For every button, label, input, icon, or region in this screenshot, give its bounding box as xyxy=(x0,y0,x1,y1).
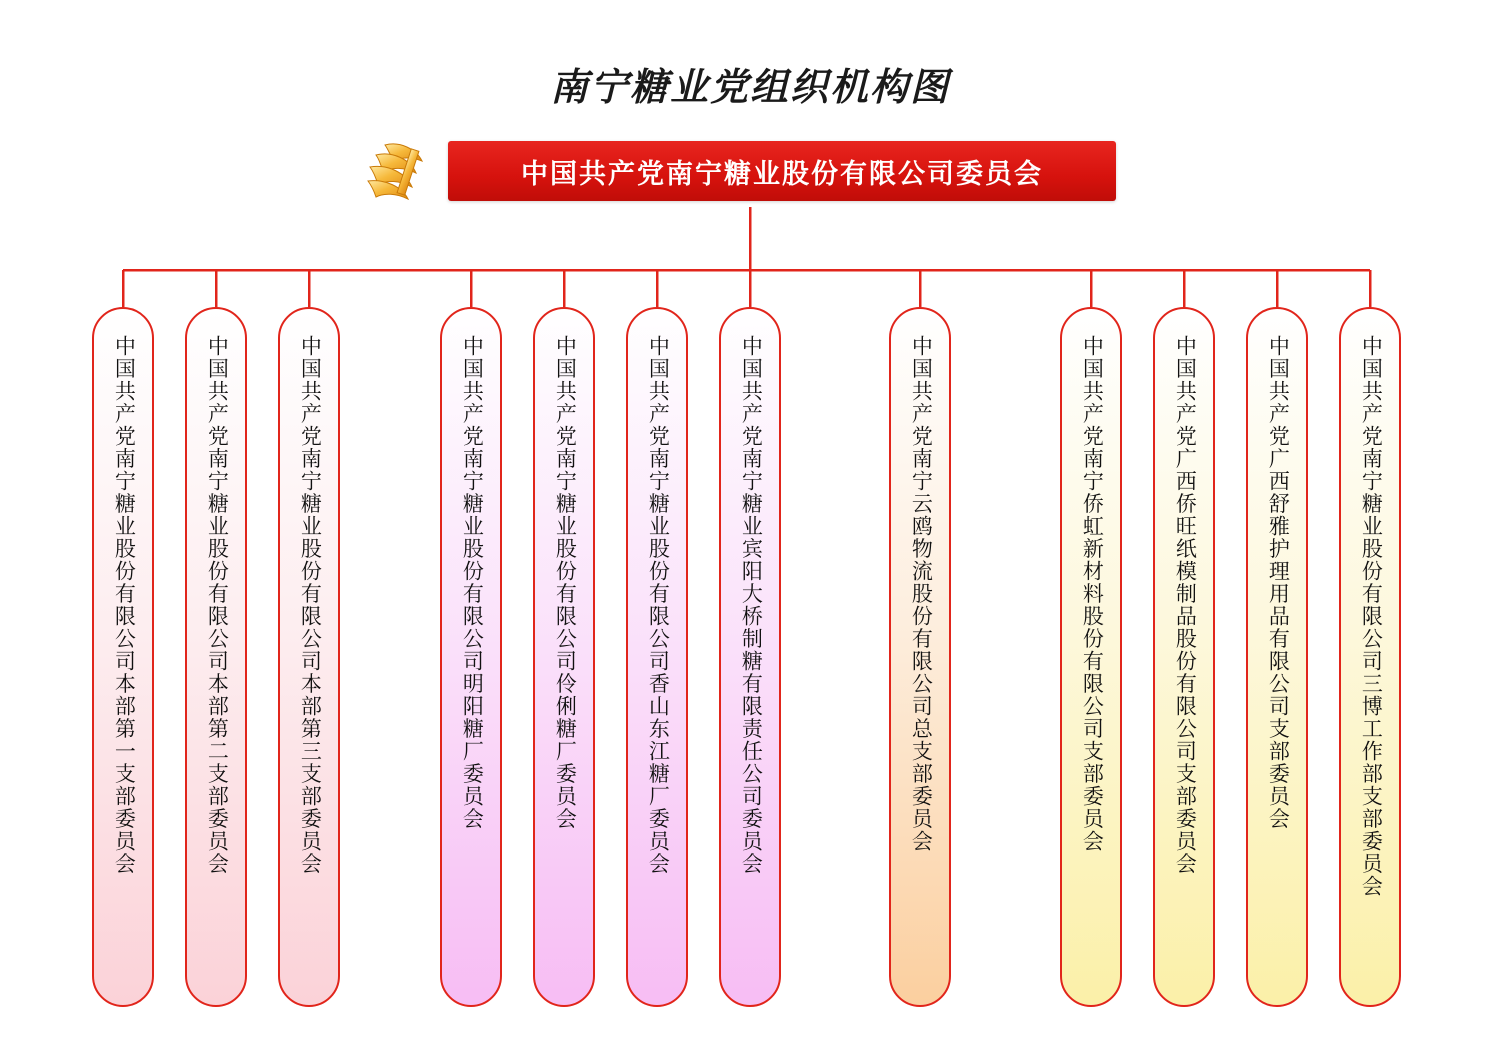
org-node[interactable] xyxy=(185,307,247,1007)
org-node[interactable] xyxy=(92,307,154,1007)
org-node[interactable] xyxy=(533,307,595,1007)
org-node[interactable] xyxy=(626,307,688,1007)
org-node-label: 中国共产党南宁糖业股份有限公司本部第二支部委员会 xyxy=(205,335,229,875)
party-emblem-icon xyxy=(352,135,456,207)
org-node-label: 中国共产党南宁糖业股份有限公司伶俐糖厂委员会 xyxy=(553,335,577,830)
org-node[interactable] xyxy=(1246,307,1308,1007)
org-node-list xyxy=(0,307,1500,1017)
org-node[interactable] xyxy=(1153,307,1215,1007)
org-node[interactable] xyxy=(440,307,502,1007)
org-node-label: 中国共产党南宁糖业股份有限公司本部第一支部委员会 xyxy=(112,335,136,875)
org-node[interactable] xyxy=(278,307,340,1007)
page-title: 南宁糖业党组织机构图 xyxy=(549,67,950,109)
org-node-label: 中国共产党南宁糖业股份有限公司明阳糖厂委员会 xyxy=(460,335,484,830)
org-node-label: 中国共产党南宁糖业股份有限公司本部第三支部委员会 xyxy=(298,335,322,875)
org-node[interactable] xyxy=(1339,307,1401,1007)
org-node[interactable] xyxy=(889,307,951,1007)
root-node-label: 中国共产党南宁糖业股份有限公司委员会 xyxy=(521,158,1043,189)
org-node[interactable] xyxy=(719,307,781,1007)
root-node[interactable] xyxy=(352,135,1116,207)
org-node-label: 中国共产党广西侨旺纸模制品股份有限公司支部委员会 xyxy=(1173,335,1197,875)
org-node-label: 中国共产党南宁云鸥物流股份有限公司总支部委员会 xyxy=(909,335,933,853)
org-node-label: 中国共产党南宁糖业股份有限公司香山东江糖厂委员会 xyxy=(646,335,670,875)
org-node[interactable] xyxy=(1060,307,1122,1007)
org-node-label: 中国共产党南宁侨虹新材料股份有限公司支部委员会 xyxy=(1080,335,1104,853)
root-node-box[interactable] xyxy=(448,141,1116,201)
org-node-label: 中国共产党南宁糖业宾阳大桥制糖有限责任公司委员会 xyxy=(739,335,763,875)
org-node-label: 中国共产党南宁糖业股份有限公司三博工作部支部委员会 xyxy=(1359,335,1383,898)
org-node-label: 中国共产党广西舒雅护理用品有限公司支部委员会 xyxy=(1266,335,1290,830)
